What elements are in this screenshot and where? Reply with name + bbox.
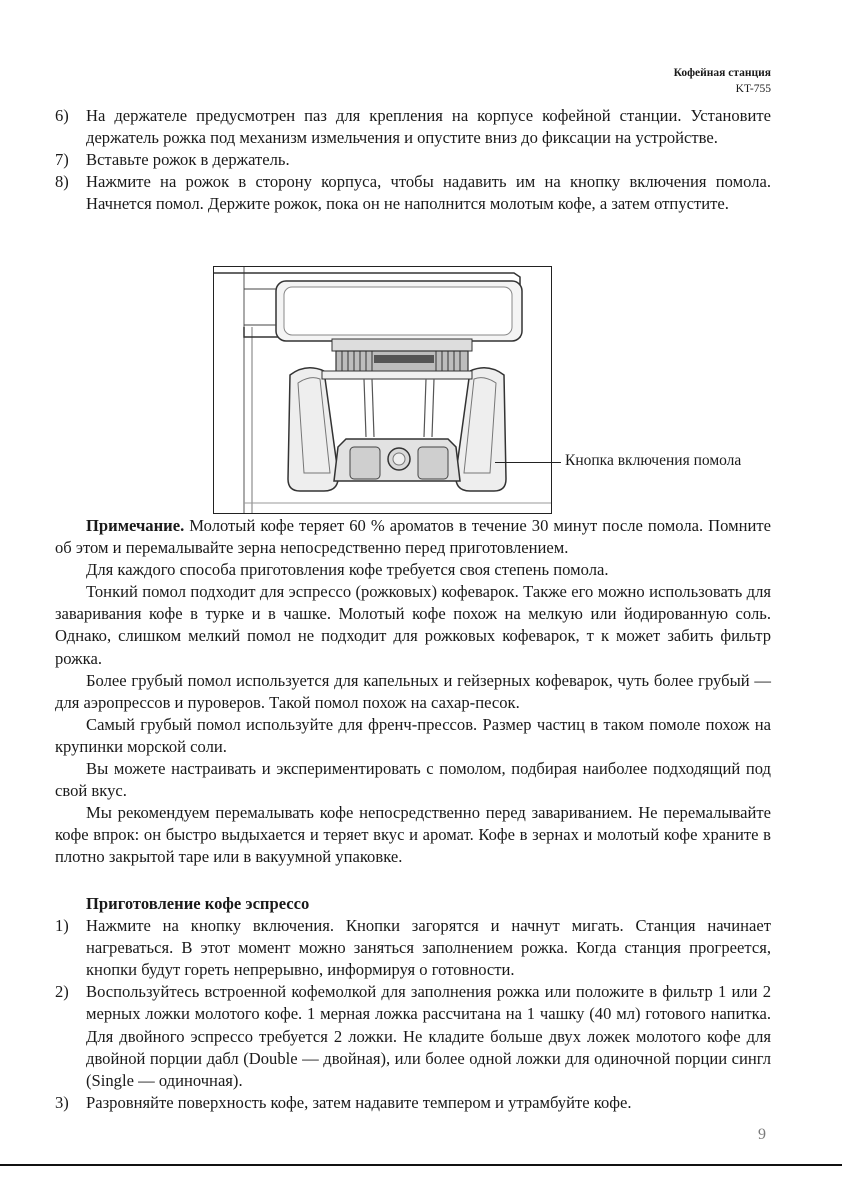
- paragraph: Для каждого способа приготовления кофе требуется своя степень помола.: [86, 560, 609, 580]
- paragraph: Более грубый помол используется для капельных и гейзерных кофеварок, чуть более грубый — для аэропрессов и пуроверов. Такой помол похож на сахар-песок.: [55, 670, 771, 712]
- list-text: Воспользуйтесь встроенной кофемолкой для заполнения рожка или положите в фильтр 1 или 2 мерных ложки молотого кофе. 1 мерная ложка рассчитана на 1 чашку (40 мл) готового напитка. Для двойного эспрессо требуется 2 ложки. Не кладите больше двух ложек молотого кофе для двойной порции дабл (Double — двойная), или более одной ложки для одиночной порции сингл (Single — одиночная).: [86, 982, 771, 1090]
- paragraph: Тонкий помол подходит для эспрессо (рожковых) кофеварок. Также его можно использовать для заваривания кофе в турке и в чашке. Молотый кофе похож на мелкую или йодированную соль. Однако, слишком мелкий помол не подходит для рожковых кофеварок, т к может забить фильтр рожка.: [55, 582, 771, 668]
- callout-label: Кнопка включения помола: [565, 452, 742, 469]
- list-item: [55, 915, 771, 981]
- bottom-rule: [0, 1164, 842, 1166]
- list-item: [55, 1092, 771, 1114]
- list-text: Вставьте рожок в держатель.: [86, 150, 290, 170]
- running-header: [674, 65, 771, 97]
- note-text: Молотый кофе теряет 60 % ароматов в течение 30 минут после помола. Помните об этом и перемалывайте зерна непосредственно перед приготовлением.: [55, 516, 771, 558]
- steps-top: [55, 105, 771, 215]
- list-text: На держателе предусмотрен паз для крепления на корпусе кофейной станции. Установите держатель рожка под механизм измельчения и опустите вниз до фиксации на устройстве.: [86, 106, 771, 148]
- paragraph: Самый грубый помол используйте для френч-прессов. Размер частиц в таком помоле похож на крупинки морской соли.: [55, 714, 771, 756]
- list-number: 2): [55, 982, 69, 1002]
- callout-leader-line: [495, 462, 561, 463]
- notes-block: [55, 515, 771, 869]
- section-heading: Приготовление кофе эспрессо: [86, 894, 310, 913]
- list-item: [55, 149, 771, 171]
- list-item: [55, 105, 771, 149]
- paragraph: Вы можете настраивать и экспериментировать с помолом, подбирая наиболее подходящий под свой вкус.: [55, 759, 771, 801]
- list-number: 8): [55, 172, 69, 192]
- list-number: 7): [55, 150, 69, 170]
- list-item: [55, 981, 771, 1091]
- list-text: Нажмите на рожок в сторону корпуса, чтобы надавить им на кнопку включения помола. Начнется помол. Держите рожок, пока он не наполнится молотым кофе, а затем отпустите.: [86, 172, 771, 214]
- espresso-section: [55, 893, 771, 1114]
- list-number: 3): [55, 1092, 69, 1112]
- header-model: KT-755: [735, 83, 771, 95]
- paragraph: Мы рекомендуем перемалывать кофе непосредственно перед завариванием. Не перемалывайте кофе впрок: он быстро выдыхается и теряет вкус и аромат. Кофе в зернах и молотый кофе храните в плотно закрытой таре или в вакуумной упаковке.: [55, 803, 771, 867]
- list-text: Нажмите на кнопку включения. Кнопки загорятся и начнут мигать. Станция начинает нагреваться. В этот момент можно заняться заполнением рожка. Когда станция прогреется, кнопки будут гореть непрерывно, информируя о готовности.: [86, 916, 771, 980]
- page-number: 9: [758, 1126, 766, 1143]
- grinder-drawing: [214, 267, 551, 513]
- list-item: [55, 171, 771, 215]
- note-paragraph: [55, 515, 771, 559]
- list-text: Разровняйте поверхность кофе, затем надавите темпером и утрамбуйте кофе.: [86, 1092, 632, 1112]
- note-label: Примечание.: [86, 516, 185, 535]
- grinder-holder-illustration: [213, 266, 552, 514]
- header-title: Кофейная станция: [673, 67, 771, 79]
- list-number: 1): [55, 916, 69, 936]
- list-number: 6): [55, 106, 69, 125]
